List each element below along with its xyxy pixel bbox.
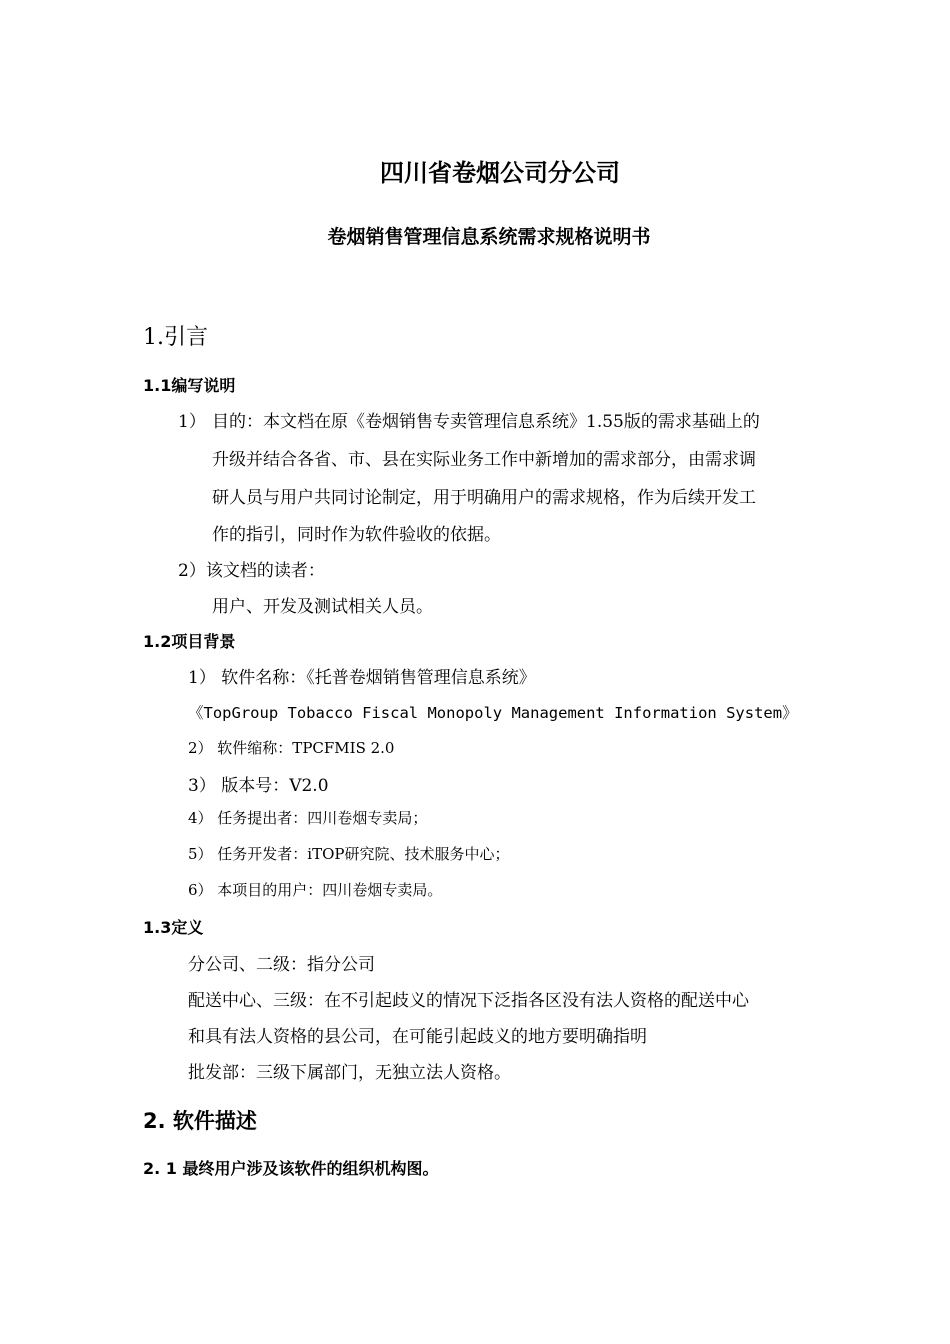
section-1-2-heading: 1.2项目背景	[143, 632, 236, 651]
paragraph-line: 目的：本文档在原《卷烟销售专卖管理信息系统》1.55版的需求基础上的	[212, 412, 760, 432]
paragraph-line: 用户、开发及测试相关人员。	[212, 597, 433, 617]
section-2-1-heading: 2. 1 最终用户涉及该软件的组织机构图。	[143, 1159, 439, 1178]
list-item: 3） 版本号：V2.0	[188, 776, 329, 796]
document-title: 四川省卷烟公司分公司	[380, 159, 620, 187]
list-item: 1） 软件名称：《托普卷烟销售管理信息系统》	[188, 668, 536, 688]
paragraph-line: 作的指引，同时作为软件验收的依据。	[212, 525, 501, 545]
section-1-3-heading: 1.3定义	[143, 918, 204, 937]
paragraph-line: 和具有法人资格的县公司，在可能引起歧义的地方要明确指明	[188, 1027, 647, 1047]
item-number: 1）	[178, 412, 206, 432]
paragraph-line: 批发部：三级下属部门，无独立法人资格。	[188, 1063, 511, 1083]
paragraph-line: 研人员与用户共同讨论制定，用于明确用户的需求规格，作为后续开发工	[212, 488, 756, 508]
list-item: 5） 任务开发者：iTOP研究院、技术服务中心；	[188, 845, 510, 863]
section-1-1-heading: 1.1编写说明	[143, 376, 236, 395]
section-1-heading: 1.引言	[143, 325, 208, 350]
paragraph-line: 分公司、二级：指分公司	[188, 955, 375, 975]
document-subtitle: 卷烟销售管理信息系统需求规格说明书	[327, 226, 651, 248]
list-item: 6） 本项目的用户：四川卷烟专卖局。	[188, 881, 443, 899]
paragraph-line: 配送中心、三级：在不引起歧义的情况下泛指各区没有法人资格的配送中心	[188, 991, 749, 1011]
section-2-heading: 2. 软件描述	[143, 1109, 257, 1133]
list-item: 4） 任务提出者：四川卷烟专卖局；	[188, 809, 428, 827]
list-item: 2） 软件缩称：TPCFMIS 2.0	[188, 739, 395, 757]
list-item: 《TopGroup Tobacco Fiscal Monopoly Management Information System》	[188, 704, 798, 722]
list-item: 2）该文档的读者：	[178, 561, 325, 581]
paragraph-line: 升级并结合各省、市、县在实际业务工作中新增加的需求部分，由需求调	[212, 450, 756, 470]
